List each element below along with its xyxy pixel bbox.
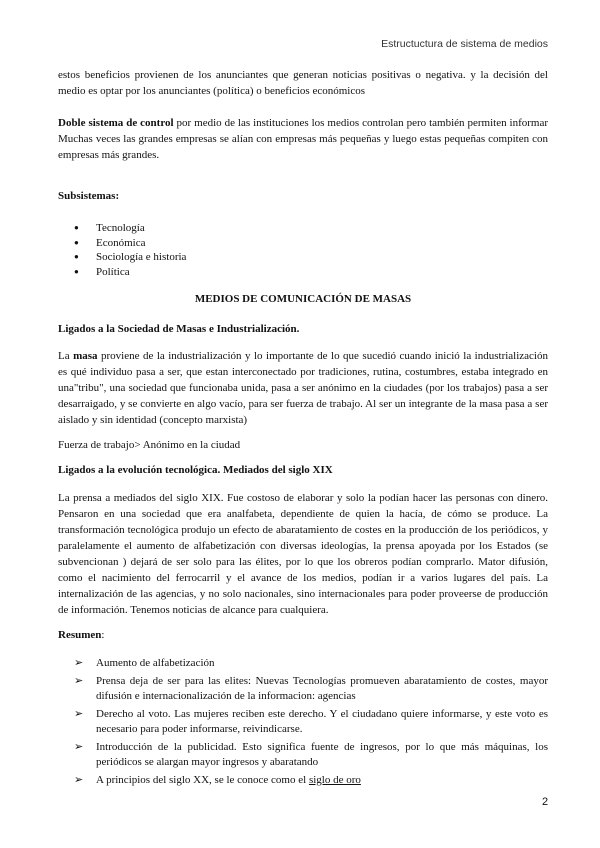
term-bold: Doble sistema de control	[58, 117, 174, 129]
list-item: ● Económica	[58, 236, 548, 251]
underlined-text: siglo de oro	[308, 774, 361, 786]
heading: Resumen	[58, 629, 102, 641]
page-number: 2	[542, 796, 549, 808]
subsection-title-masas	[58, 321, 548, 337]
paragraph-text: proviene de la industrialización y lo importante de lo que sucedió cuando inició la industrialización es qué individuo pasa a ser, que estan interconectado por tradiciones, rutina, costumbres, estaba integrado en una"tribu", una sociedad que funcionaba unida, pasa a ser anónimo en la ciudades (por los trabajos) pasa a ser desarraigado, y se convierte en algo vacío, para ser fuerza de trabajo. Al ser un integrante de la masa pasa a ser aislado y sin identidad (concepto marxista)	[58, 350, 548, 426]
paragraph-prensa: La prensa a mediados del siglo XIX. Fue costoso de elaborar y solo la podían hacer las personas con dinero. Pensaron en una sociedad que era analfabeta, dependiente de quien la hacía, de cómo se produce. La transformación tecnológica produjo un efecto de abaratamiento de costes en la producción de los periódicos, y paralelamente el aumento de alfabetización con diversas ideologías, la prensa apoyada por los Estados (se subvencionan ) dejará de ser solo para las élites, por lo que los obreros podían comprarlo. Mator difusión, como el nacimiento del ferrocarril y el avance de los medios, podían ir a varios lugares del país. La internalización de las agencias, y no solo nacionales, sino internacionales para poder proveerse de producción de información. Tenemos noticias de alcance para cualquiera.	[58, 492, 548, 616]
heading: Ligados a la Sociedad de Masas e Industrialización.	[58, 323, 300, 335]
term-bold: masa	[73, 350, 98, 362]
paragraph-text: por medio de las instituciones los medios controlan pero también permiten informar Muchas veces las grandes empresas se alían con empresas más pequeñas y luego estas pequeñas compiten con empresas más grandes.	[58, 117, 549, 161]
list-item: ➢ Aumento de alfabetización	[58, 656, 548, 671]
colon: :	[101, 629, 105, 641]
resumen-list	[58, 656, 548, 791]
section-title: MEDIOS DE COMUNICACIÓN DE MASAS	[194, 293, 412, 305]
text: La	[58, 350, 74, 362]
list-item: ● Política	[58, 265, 548, 280]
list-item: ● Sociología e historia	[58, 250, 548, 265]
subsection-title-tecnologica	[58, 462, 548, 478]
running-header: Estructuctura de sistema de medios	[381, 38, 548, 50]
resumen-heading	[58, 627, 548, 643]
paragraph-control	[58, 115, 548, 163]
list-item	[58, 773, 548, 788]
paragraph-masa	[58, 348, 548, 428]
list-item: ➢ Derecho al voto. Las mujeres reciben este derecho. Y el ciudadano quiere informarse, y este voto es necesario para poder informarse, reivindicarse.	[58, 707, 548, 737]
text: A principios del siglo XX, se le conoce como el	[96, 774, 309, 786]
subsystems-heading	[58, 188, 548, 204]
paragraph-text: estos beneficios provienen de los anunciantes que generan noticias positivas o negativa. y la decisión del medio es optar por los anunciantes (política) o beneficios económicos	[58, 69, 548, 97]
paragraph-fuerza: Fuerza de trabajo> Anónimo en la ciudad	[58, 439, 241, 451]
heading: Ligados a la evolución tecnológica. Mediados del siglo XIX	[58, 464, 333, 476]
heading: Subsistemas:	[58, 190, 120, 202]
list-item: ➢ Introducción de la publicidad. Esto significa fuente de ingresos, por lo que más máquinas, los periódicos se alargan mayor ingresos y abaratando	[58, 740, 548, 770]
list-item: ● Tecnología	[58, 221, 548, 236]
paragraph-benefits	[58, 67, 548, 99]
list-item: ➢ Prensa deja de ser para las elites: Nuevas Tecnologías promueven abaratamiento de costes, mayor difusión e internacionalización de la informacion: agencias	[58, 674, 548, 704]
subsystems-list	[58, 221, 548, 280]
